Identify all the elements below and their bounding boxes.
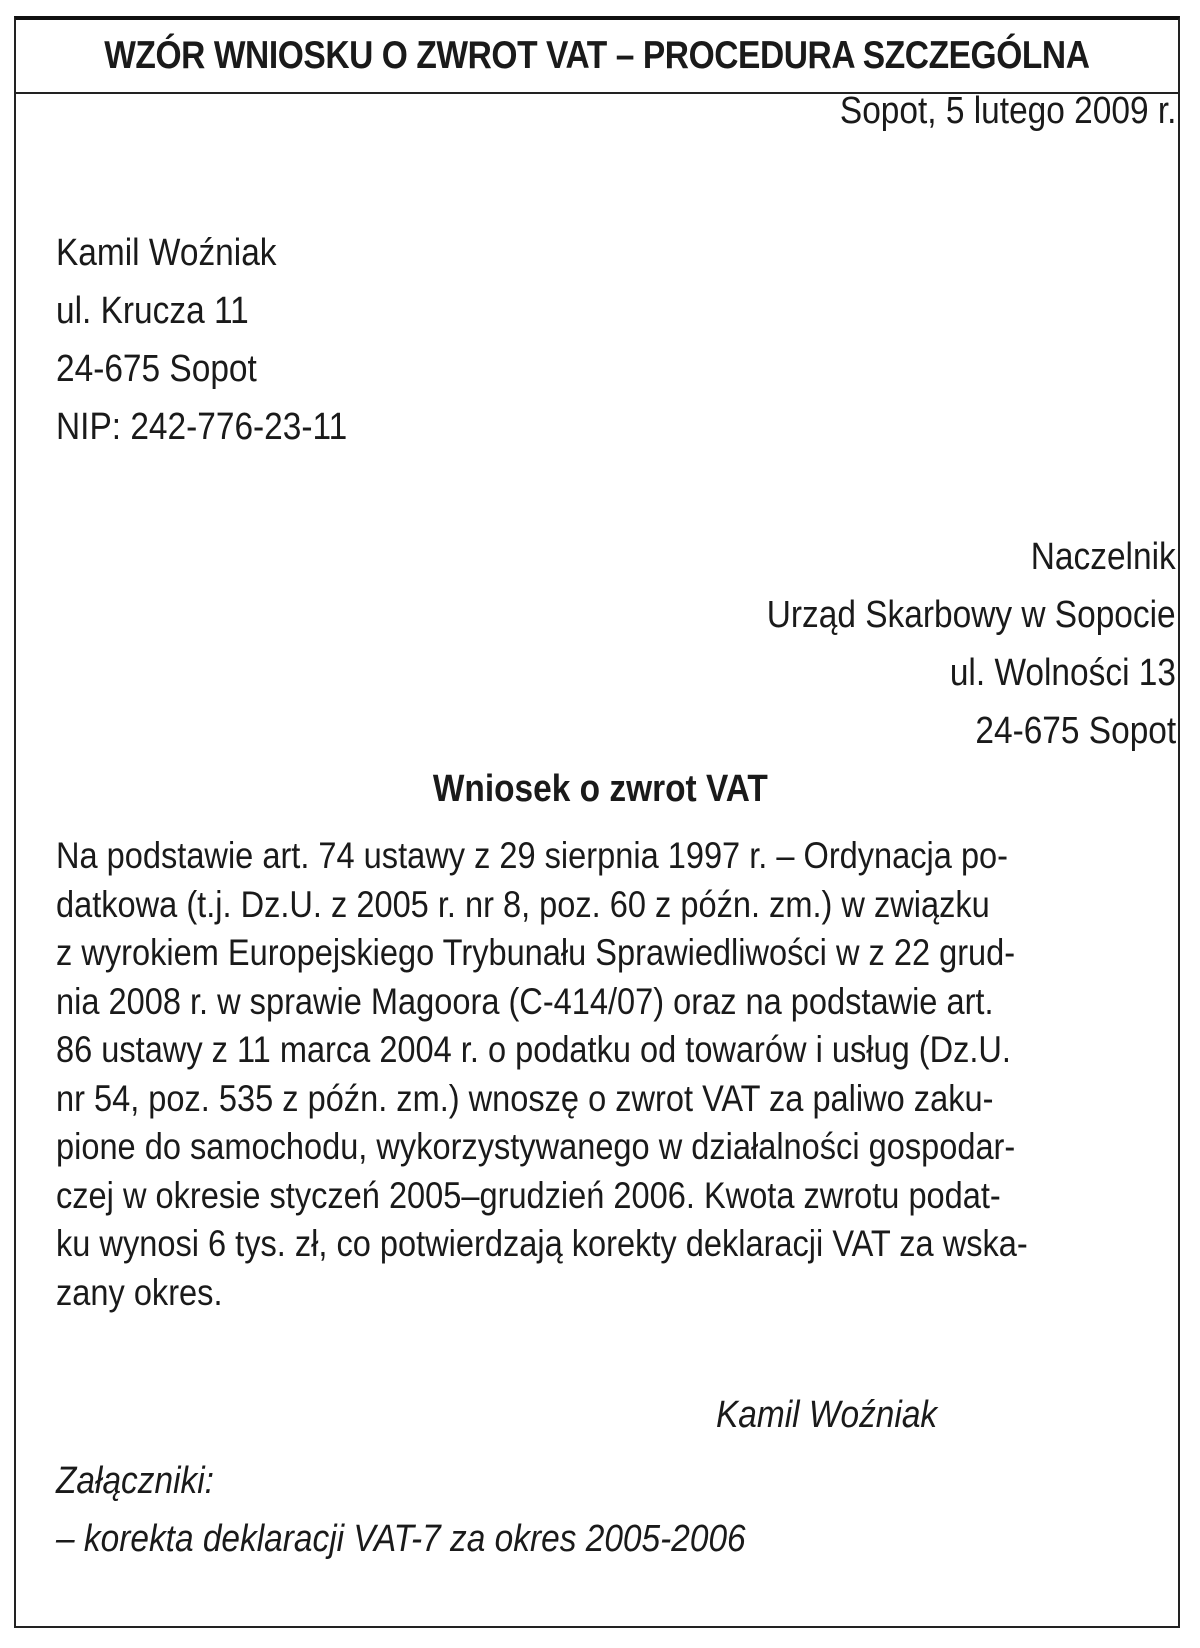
signature xyxy=(716,1392,967,1438)
body-line: ku wynosi 6 tys. zł, co potwierdzają korekty deklaracji VAT za wska- xyxy=(56,1223,1028,1264)
body-line: 86 ustawy z 11 marca 2004 r. o podatku od towarów i usług (Dz.U. xyxy=(56,1029,1011,1070)
body-line: Na podstawie art. 74 ustawy z 29 sierpnia 1997 r. – Ordynacja po- xyxy=(56,835,1009,876)
recipient-city: 24-675 Sopot xyxy=(975,710,1176,752)
signature-name: Kamil Woźniak xyxy=(716,1394,938,1436)
sender-address-block xyxy=(56,224,387,456)
page-title: WZÓR WNIOSKU O ZWROT VAT – PROCEDURA SZCZEGÓLNA xyxy=(104,34,1090,77)
document-title: Wniosek o zwrot VAT xyxy=(432,768,768,810)
body-paragraph xyxy=(56,832,1136,1317)
date-text: Sopot, 5 lutego 2009 r. xyxy=(839,90,1176,132)
sender-nip: NIP: 242-776-23-11 xyxy=(56,406,348,448)
body-line: z wyrokiem Europejskiego Trybunału Sprawiedliwości w z 22 grud- xyxy=(56,932,1016,973)
body-line: pione do samochodu, wykorzystywanego w działalności gospodar- xyxy=(56,1126,1016,1167)
body-line: datkowa (t.j. Dz.U. z 2005 r. nr 8, poz. 60 z późn. zm.) w związku xyxy=(56,883,990,925)
recipient-office: Urząd Skarbowy w Sopocie xyxy=(767,594,1176,636)
body-line: nr 54, poz. 535 z późn. zm.) wnoszę o zwrot VAT za paliwo zaku- xyxy=(56,1077,994,1119)
recipient-address-block xyxy=(711,528,1176,760)
sender-city: 24-675 Sopot xyxy=(56,348,257,390)
body-line: nia 2008 r. w sprawie Magoora (C-414/07) oraz na podstawie art. xyxy=(56,980,994,1022)
body-line: zany okres. xyxy=(56,1271,223,1313)
attachment-item: – korekta deklaracji VAT-7 za okres 2005-2006 xyxy=(56,1518,746,1560)
body-line: czej w okresie styczeń 2005–grudzień 2006. Kwota zwrotu podat- xyxy=(56,1174,1001,1216)
sender-street: ul. Krucza 11 xyxy=(56,290,249,332)
attachments-block xyxy=(56,1452,840,1568)
attachments-label: Załączniki: xyxy=(56,1460,214,1502)
document-heading xyxy=(0,766,1200,812)
recipient-title: Naczelnik xyxy=(1031,536,1176,578)
date-line xyxy=(794,88,1176,134)
recipient-street: ul. Wolności 13 xyxy=(949,652,1176,694)
header-bar xyxy=(16,20,1178,94)
sender-name: Kamil Woźniak xyxy=(56,232,277,274)
